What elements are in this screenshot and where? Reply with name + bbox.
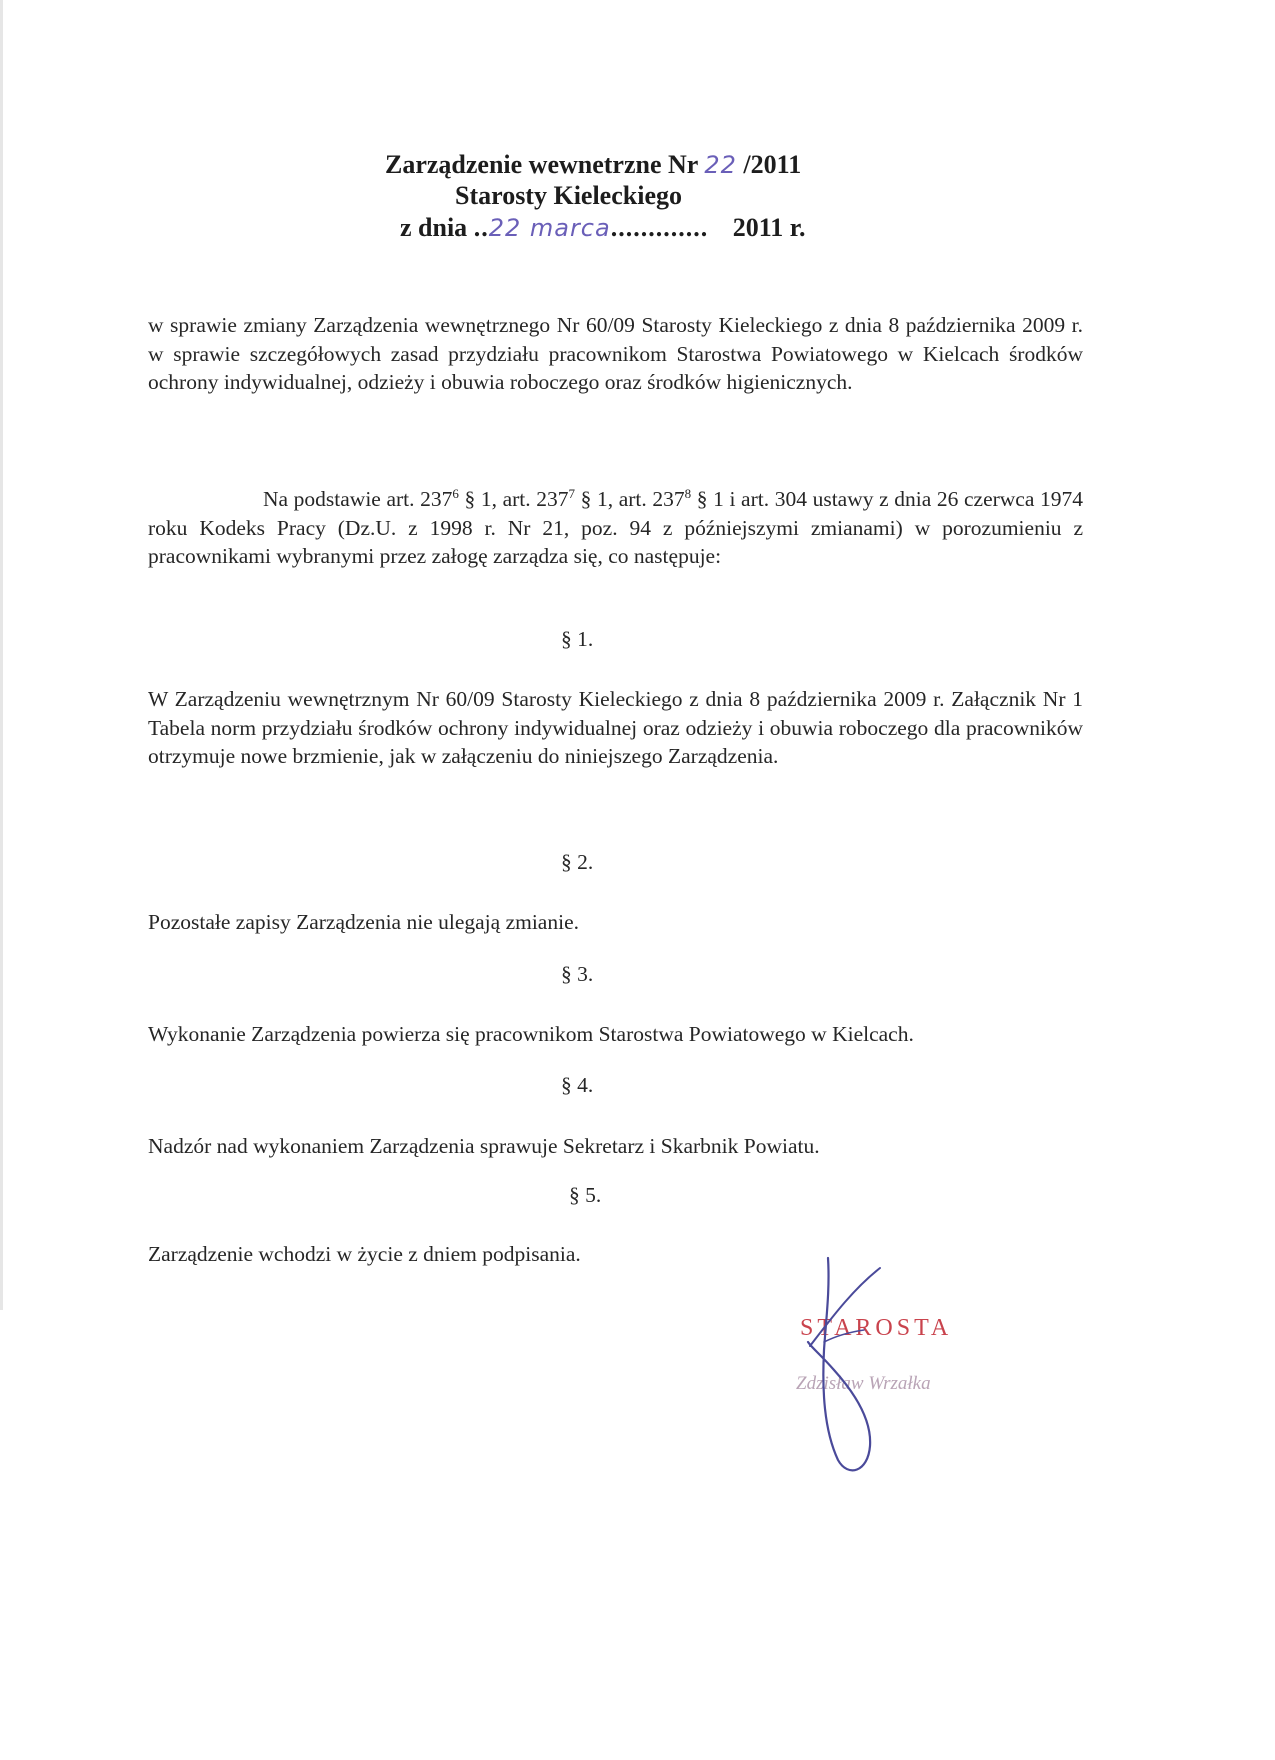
stamp-title: STAROSTA [800, 1315, 953, 1341]
section-mark-2: § 2. [561, 850, 594, 874]
section-text-4: Nadzór nad wykonaniem Zarządzenia sprawuje Sekretarz i Skarbnik Powiatu. [148, 1134, 820, 1158]
handwritten-order-number: 22 [704, 151, 737, 179]
subject-paragraph: w sprawie zmiany Zarządzenia wewnętrznego Nr 60/09 Starosty Kieleckiego z dnia 8 października 2009 r. w sprawie szczegółowych zasad przydziału pracownikom Starostwa Powiatowego w Kielcach środków ochrony indywidualnej, odzieży i obuwia roboczego oraz środków higienicznych. [148, 313, 1083, 394]
section-mark-5: § 5. [569, 1183, 602, 1207]
date-dots-left: .. [473, 213, 489, 242]
section-mark-1: § 1. [561, 627, 594, 651]
legal-basis-paragraph [148, 480, 1083, 571]
date-dots-right: ............. [610, 213, 709, 242]
section-text-2: Pozostałe zapisy Zarządzenia nie ulegają zmianie. [148, 910, 579, 934]
basis-sup-1: 6 [452, 486, 459, 501]
scan-edge-shadow [0, 0, 3, 1310]
section-text-3: Wykonanie Zarządzenia powierza się pracownikom Starostwa Powiatowego w Kielcach. [148, 1022, 914, 1046]
section-text-5: Zarządzenie wchodzi w życie z dniem podpisania. [148, 1242, 581, 1266]
section-mark-4: § 4. [561, 1073, 594, 1097]
section-mark-3: § 3. [561, 962, 594, 986]
stamp-name: Zdzisław Wrzałka [796, 1373, 931, 1394]
section-text-1: W Zarządzeniu wewnętrznym Nr 60/09 Starosty Kieleckiego z dnia 8 października 2009 r. Załącznik Nr 1 Tabela norm przydziału środków ochrony indywidualnej oraz odzieży i obuwia roboczego dla pracowników otrzymuje nowe brzmienie, jak w załączeniu do niniejszego Zarządzenia. [148, 687, 1083, 768]
handwritten-date: 22 marca [488, 214, 611, 242]
basis-part-2: § 1, art. 237 [458, 487, 569, 512]
basis-part-3: § 1, art. 237 [575, 487, 685, 512]
basis-part-4: § 1 i art. 304 ustawy z dnia 26 czerwca 1974 roku Kodeks Pracy (Dz.U. z 1998 r. Nr 21, poz. 94 z późniejszymi zmianami) w porozumieniu z pracownikami wybranymi przez załogę zarządza się, co następuje: [148, 487, 1083, 569]
handwritten-signature [790, 1250, 920, 1480]
title-year: /2011 [743, 150, 802, 179]
title-line-issuer: Starosty Kieleckiego [455, 181, 682, 210]
title-line-order-number [385, 150, 801, 180]
basis-sup-2: 7 [568, 486, 576, 501]
title-prefix: Zarządzenie wewnetrzne Nr [385, 150, 698, 179]
basis-part-1: Na podstawie art. 237 [263, 487, 453, 512]
title-line-date [400, 213, 805, 243]
basis-sup-3: 8 [684, 486, 692, 501]
date-suffix: 2011 r. [732, 213, 806, 242]
date-prefix: z dnia [400, 213, 468, 242]
